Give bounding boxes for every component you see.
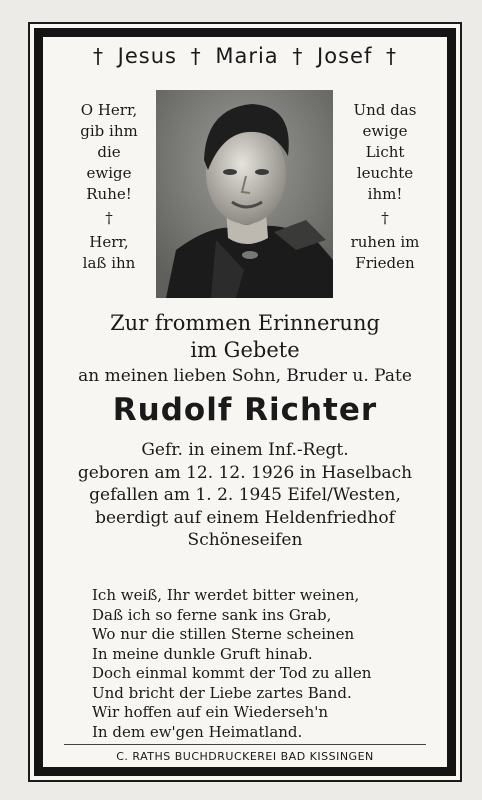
- portrait-photo: [156, 90, 333, 298]
- prayer-line: Licht: [365, 143, 405, 161]
- prayer-line: Herr,: [89, 233, 129, 251]
- heading-word: Maria: [215, 44, 279, 68]
- prayer-line: ewige: [362, 122, 408, 140]
- poem-line: Und bricht der Liebe zartes Band.: [92, 683, 352, 702]
- cross-icon: †: [105, 209, 113, 227]
- prayer-line: laß ihn: [82, 254, 136, 272]
- detail-line: gefallen am 1. 2. 1945 Eifel/Westen,: [89, 485, 401, 505]
- cross-icon: †: [381, 209, 389, 227]
- heading: [30, 44, 460, 68]
- cross-icon: †: [92, 44, 104, 68]
- poem: [92, 586, 371, 742]
- detail-line: beerdigt auf einem Heldenfriedhof: [95, 507, 395, 528]
- detail-line: Schöneseifen: [187, 530, 303, 550]
- detail-line: geboren am 12. 12. 1926 in Haselbach: [77, 462, 413, 483]
- poem-line: Doch einmal kommt der Tod zu allen: [92, 664, 372, 682]
- portrait-image: [156, 90, 333, 298]
- poem-line: Ich weiß, Ihr werdet bitter weinen,: [92, 586, 360, 604]
- cross-icon: †: [292, 44, 304, 68]
- cross-icon: †: [190, 44, 202, 68]
- prayer-right: [330, 100, 440, 274]
- heading-word: Josef: [317, 44, 373, 68]
- prayer-line: O Herr,: [80, 101, 138, 119]
- memorial-line: Zur frommen Erinnerung: [110, 311, 380, 335]
- poem-line: Daß ich so ferne sank ins Grab,: [92, 605, 332, 624]
- prayer-line: Frieden: [355, 254, 415, 272]
- detail-line: Gefr. in einem Inf.-Regt.: [141, 440, 349, 460]
- memorial-line: im Gebete: [190, 338, 300, 362]
- printer-credit: C. RATHS BUCHDRUCKEREI BAD KISSINGEN: [116, 750, 374, 763]
- prayer-line: ihm!: [367, 185, 403, 203]
- prayer-line: Und das: [353, 101, 417, 119]
- memorial-text: [30, 310, 460, 388]
- poem-line: In dem ew'gen Heimatland.: [92, 722, 303, 741]
- prayer-left: [54, 100, 164, 274]
- divider: [64, 744, 426, 745]
- cross-icon: †: [386, 44, 398, 68]
- prayer-line: ruhen im: [350, 233, 420, 251]
- prayer-line: ewige: [86, 164, 132, 182]
- heading-word: Jesus: [117, 44, 177, 68]
- prayer-line: die: [97, 143, 121, 161]
- memorial-card: [28, 22, 462, 782]
- deceased-name: Rudolf Richter: [112, 392, 378, 428]
- biographical-details: [30, 439, 460, 552]
- prayer-line: Ruhe!: [86, 185, 132, 203]
- poem-line: In meine dunkle Gruft hinab.: [92, 644, 313, 663]
- prayer-line: gib ihm: [80, 122, 138, 140]
- poem-line: Wo nur die stillen Sterne scheinen: [92, 625, 355, 643]
- memorial-dedication: an meinen lieben Sohn, Bruder u. Pate: [78, 366, 412, 386]
- poem-line: Wir hoffen auf ein Wiederseh'n: [92, 703, 329, 721]
- prayer-line: leuchte: [356, 164, 414, 182]
